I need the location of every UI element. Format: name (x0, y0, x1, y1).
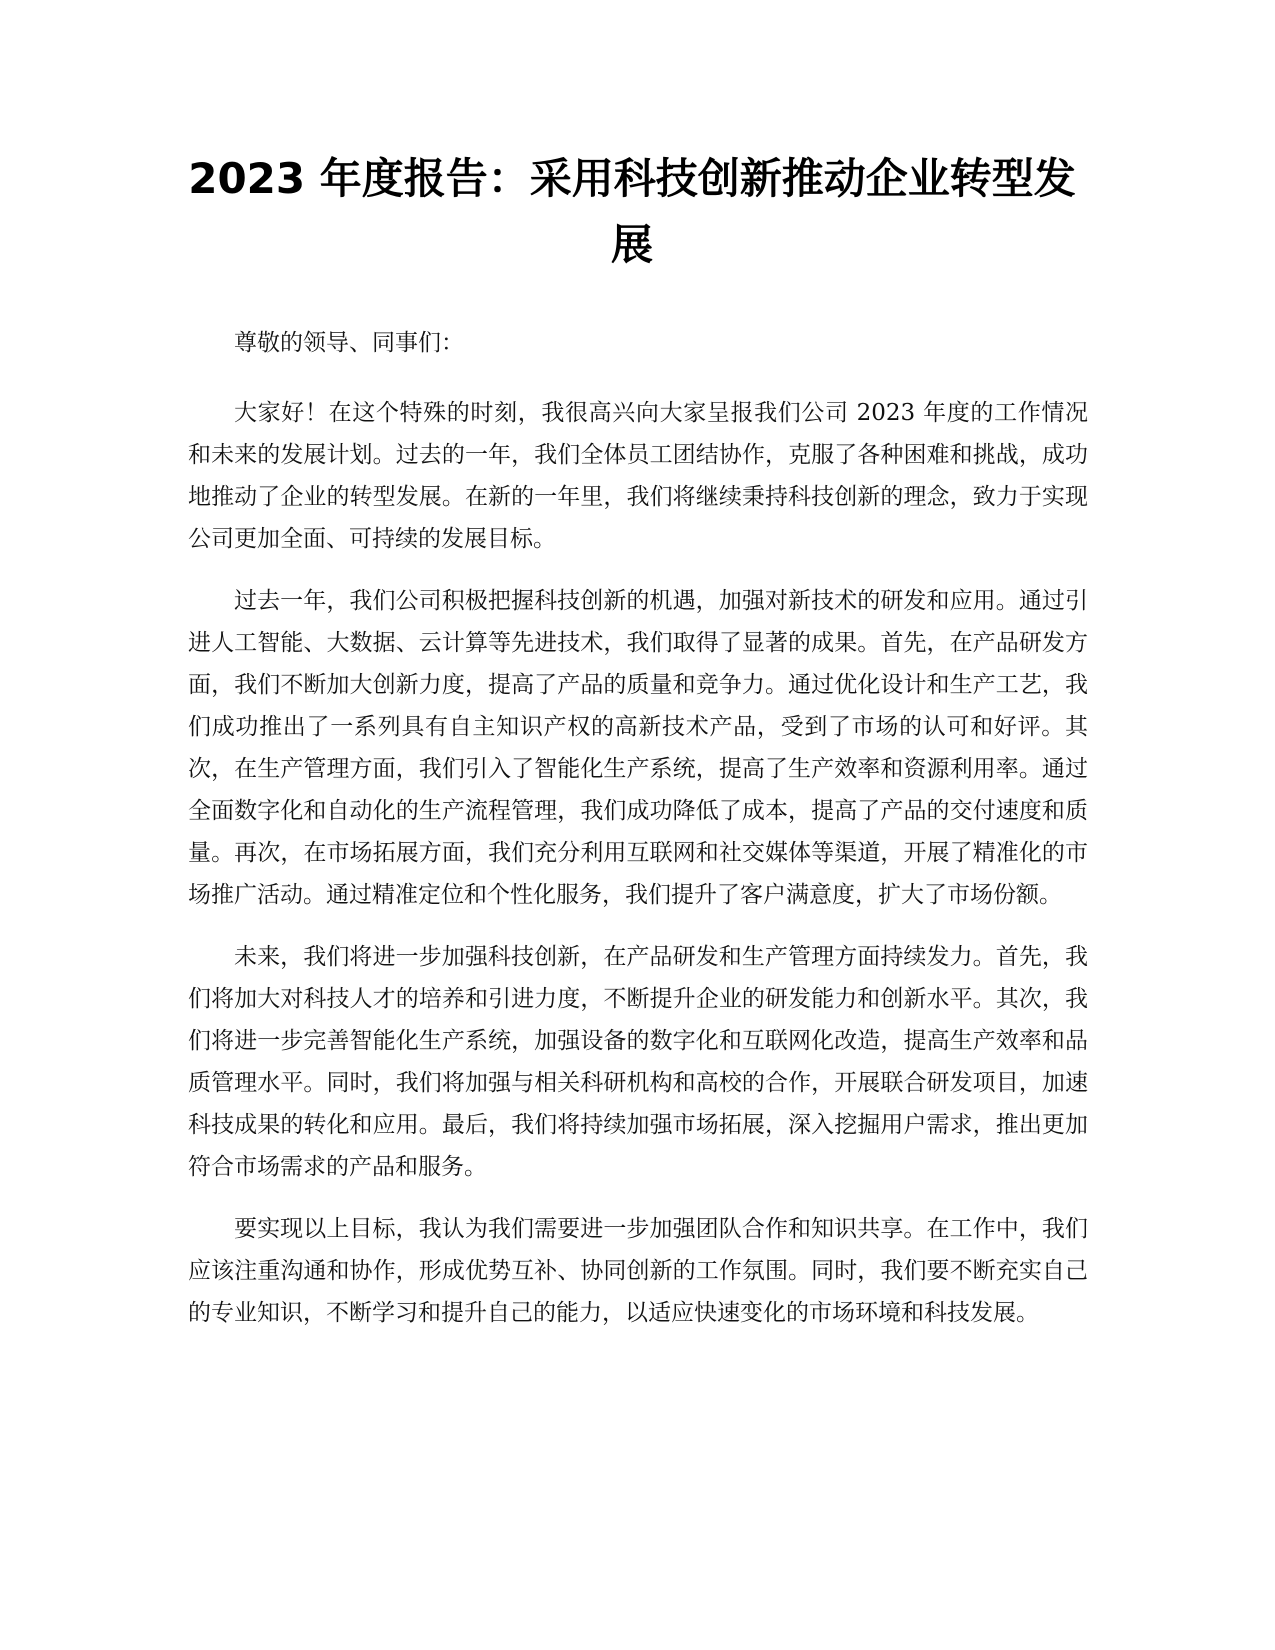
paragraph-future: 未来，我们将进一步加强科技创新，在产品研发和生产管理方面持续发力。首先，我们将加大对科技人才的培养和引进力度，不断提升企业的研发能力和创新水平。其次，我们将进一步完善智能化生产系统，加强设备的数字化和互联网化改造，提高生产效率和品质管理水平。同时，我们将加强与相关科研机构和高校的合作，开展联合研发项目，加速科技成果的转化和应用。最后，我们将持续加强市场拓展，深入挖掘用户需求，推出更加符合市场需求的产品和服务。 (188, 944, 1088, 1180)
paragraph-intro: 大家好！在这个特殊的时刻，我很高兴向大家呈报我们公司 2023 年度的工作情况和未来的发展计划。过去的一年，我们全体员工团结协作，克服了各种困难和挑战，成功地推动了企业的转型发展。在新的一年里，我们将继续秉持科技创新的理念，致力于实现公司更加全面、可持续的发展目标。 (188, 400, 1088, 552)
document-title: 2023 年度报告：采用科技创新推动企业转型发展 (188, 154, 1076, 269)
document-body (188, 322, 1088, 1354)
paragraph-teamwork: 要实现以上目标，我认为我们需要进一步加强团队合作和知识共享。在工作中，我们应该注重沟通和协作，形成优势互补、协同创新的工作氛围。同时，我们要不断充实自己的专业知识，不断学习和提升自己的能力，以适应快速变化的市场环境和科技发展。 (188, 1216, 1088, 1326)
paragraph-past-year: 过去一年，我们公司积极把握科技创新的机遇，加强对新技术的研发和应用。通过引进人工智能、大数据、云计算等先进技术，我们取得了显著的成果。首先，在产品研发方面，我们不断加大创新力度，提高了产品的质量和竞争力。通过优化设计和生产工艺，我们成功推出了一系列具有自主知识产权的高新技术产品，受到了市场的认可和好评。其次，在生产管理方面，我们引入了智能化生产系统，提高了生产效率和资源利用率。通过全面数字化和自动化的生产流程管理，我们成功降低了成本，提高了产品的交付速度和质量。再次，在市场拓展方面，我们充分利用互联网和社交媒体等渠道，开展了精准化的市场推广活动。通过精准定位和个性化服务，我们提升了客户满意度，扩大了市场份额。 (188, 588, 1088, 908)
salutation: 尊敬的领导、同事们： (234, 330, 464, 356)
